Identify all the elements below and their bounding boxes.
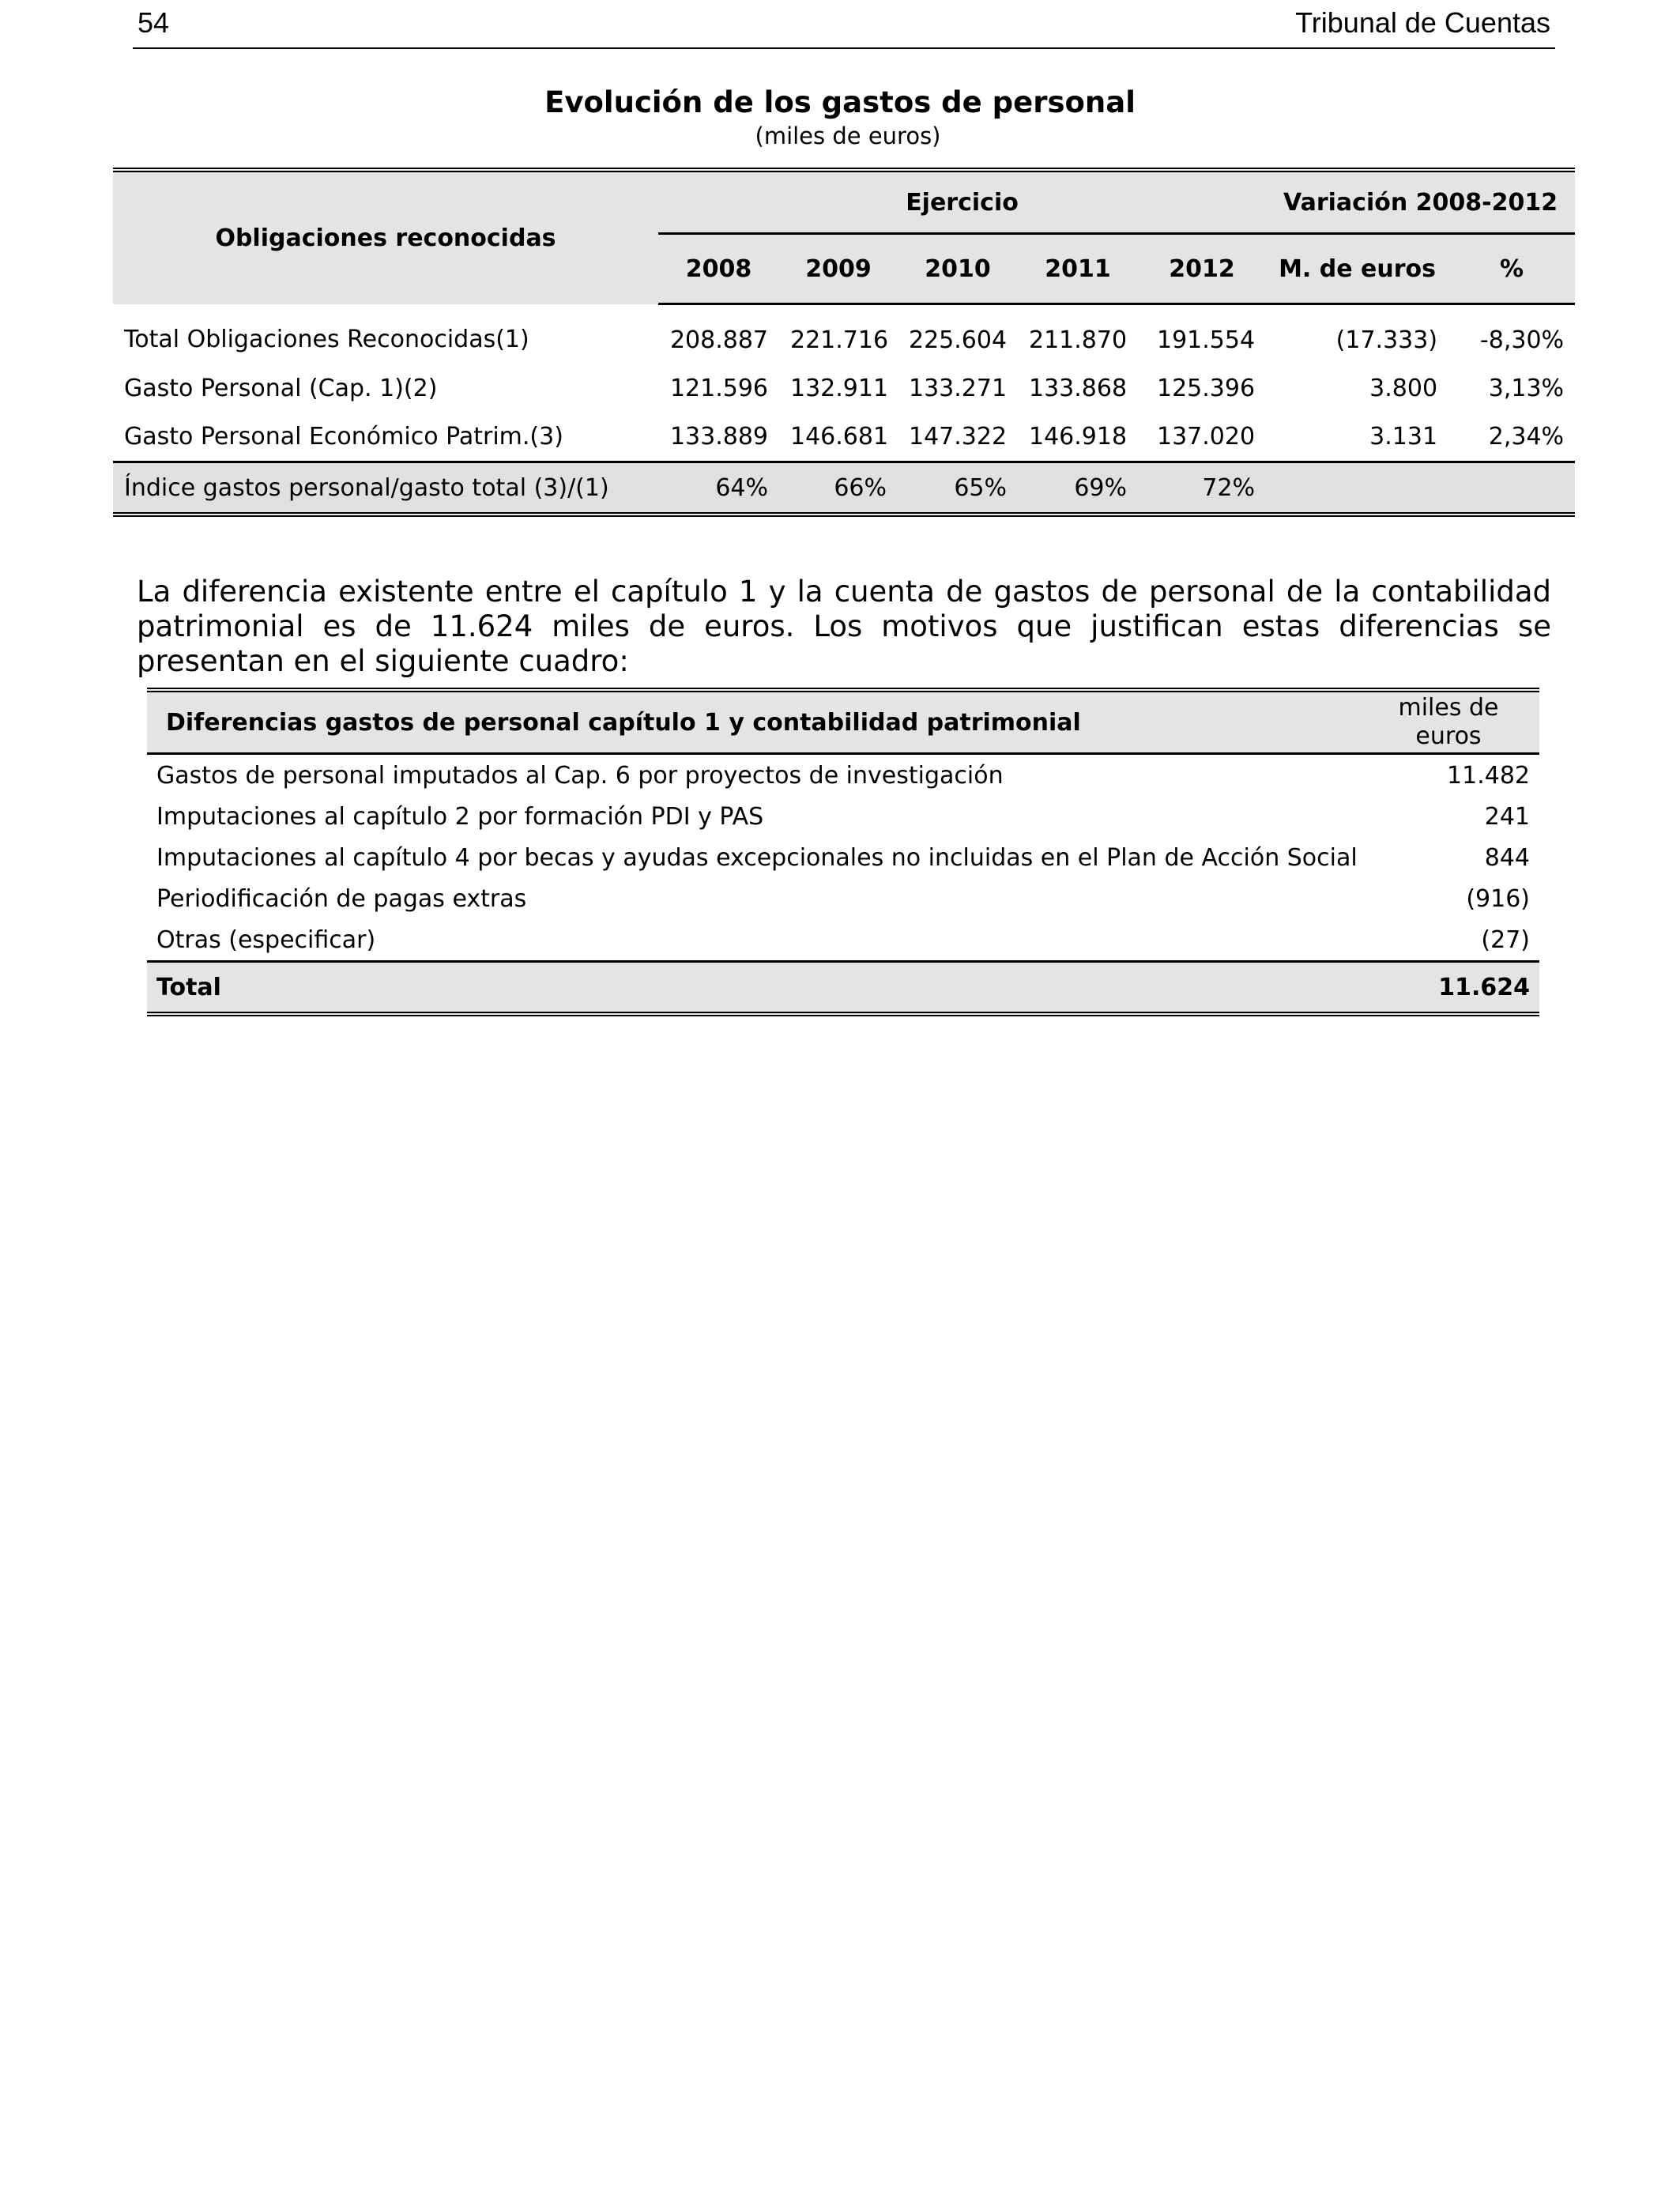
cell-value: 64%	[658, 462, 779, 515]
differences-table	[147, 688, 1539, 1016]
cell-value: 133.889	[669, 423, 768, 450]
table2-header-row	[147, 690, 1539, 754]
page-header	[133, 0, 1555, 49]
cell-value: 133.868	[1029, 375, 1128, 402]
cell-value: 211.870	[1029, 326, 1128, 354]
unit-header: miles de euros	[1358, 690, 1539, 754]
row-label: Gastos de personal imputados al Cap. 6 por proyectos de investigación	[156, 761, 1004, 790]
total-label: Total	[147, 962, 1358, 1015]
variation-pct: 2,34%	[1488, 423, 1565, 450]
variation-euros-header: M. de euros	[1266, 234, 1448, 304]
differences-header: Diferencias gastos de personal capítulo 1 y contabilidad patrimonial	[147, 690, 1358, 754]
cell-value: 72%	[1138, 462, 1266, 515]
cell-value: (27)	[1481, 925, 1530, 954]
cell-value: 844	[1484, 843, 1530, 872]
table-row	[147, 796, 1539, 837]
year-header: 2012	[1138, 234, 1266, 304]
cell-value: 137.020	[1156, 423, 1256, 450]
variation-pct-header: %	[1448, 234, 1575, 304]
table-row	[147, 754, 1539, 797]
table-row	[147, 878, 1539, 919]
cell-value: 221.716	[790, 326, 889, 354]
variation-value: (17.333)	[1335, 326, 1438, 354]
row-label: Otras (especificar)	[156, 925, 376, 954]
cell-value: 125.396	[1156, 375, 1256, 402]
cell-value: 69%	[1018, 462, 1138, 515]
personnel-expenses-table	[113, 168, 1575, 517]
cell-value: 225.604	[909, 326, 1008, 354]
cell-value: 241	[1484, 802, 1530, 831]
cell-value: 191.554	[1156, 326, 1256, 354]
cell-value: 133.271	[909, 375, 1008, 402]
row-label: Gasto Personal (Cap. 1)(2)	[124, 375, 438, 402]
table-row	[113, 364, 1575, 413]
year-header: 2011	[1018, 234, 1138, 304]
table-row	[147, 837, 1539, 878]
table1-title: Evolución de los gastos de personal	[544, 85, 1136, 119]
header-title: Tribunal de Cuentas	[1295, 6, 1550, 39]
total-value: 11.624	[1358, 962, 1539, 1015]
cell-value: 132.911	[790, 375, 889, 402]
row-label: Índice gastos personal/gasto total (3)/(1)	[113, 462, 658, 515]
year-header: 2008	[658, 234, 779, 304]
row-header: Obligaciones reconocidas	[113, 170, 658, 304]
group-variacion: Variación 2008-2012	[1266, 170, 1575, 234]
cell-value: 208.887	[669, 326, 768, 354]
row-label: Imputaciones al capítulo 2 por formación PDI y PAS	[156, 802, 764, 831]
cell-value: 11.482	[1447, 761, 1530, 790]
cell-value: 147.322	[909, 423, 1008, 450]
cell-value: 65%	[898, 462, 1018, 515]
table1-header-row	[113, 170, 1575, 234]
index-row	[113, 462, 1575, 515]
cell-value: 121.596	[669, 375, 768, 402]
row-label: Periodificación de pagas extras	[156, 884, 527, 913]
cell-value: (916)	[1466, 884, 1530, 913]
row-label: Gasto Personal Económico Patrim.(3)	[124, 423, 563, 450]
year-header: 2009	[779, 234, 898, 304]
total-row	[147, 962, 1539, 1015]
row-label: Imputaciones al capítulo 4 por becas y ayudas excepcionales no incluidas en el Plan de Acción Social	[156, 843, 1358, 872]
page-number: 54	[137, 6, 170, 39]
cell-value: 146.918	[1029, 423, 1128, 450]
table1-subtitle: (miles de euros)	[755, 123, 941, 149]
variation-pct: -8,30%	[1479, 326, 1565, 354]
variation-value: 3.800	[1369, 375, 1438, 402]
empty-cell	[1266, 462, 1448, 515]
body-paragraph: La diferencia existente entre el capítulo 1 y la cuenta de gastos de personal de la contabilidad patrimonial es de 11.624 miles de euros. Los motivos que justifican estas diferencias se presentan en el siguiente cuadro:	[137, 575, 1551, 678]
table-row	[147, 919, 1539, 962]
year-header: 2010	[898, 234, 1018, 304]
row-label: Total Obligaciones Reconocidas(1)	[124, 326, 529, 354]
table-row	[113, 304, 1575, 365]
variation-value: 3.131	[1369, 423, 1438, 450]
empty-cell	[1448, 462, 1575, 515]
group-ejercicio: Ejercicio	[658, 170, 1266, 234]
cell-value: 66%	[779, 462, 898, 515]
cell-value: 146.681	[790, 423, 889, 450]
table-row	[113, 413, 1575, 462]
variation-pct: 3,13%	[1488, 375, 1565, 402]
